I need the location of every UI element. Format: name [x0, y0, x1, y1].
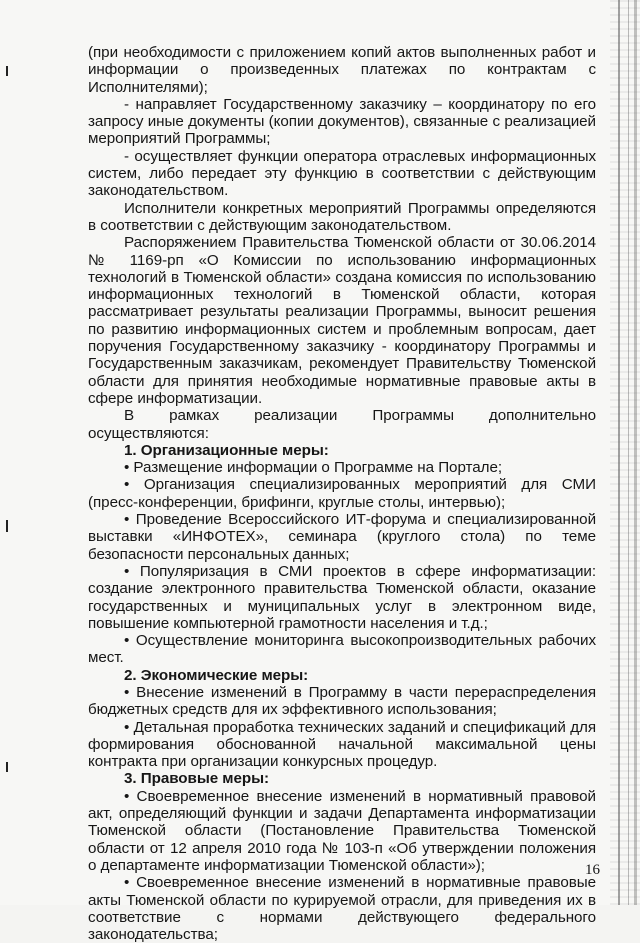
paragraph: - направляет Государственному заказчику – координатору по его запросу иные документы (копии документов), связанные с реализацией мероприятий Программы; [88, 95, 596, 148]
scan-edge-line [634, 0, 637, 905]
section-heading: 2. Экономические меры: [124, 666, 309, 684]
binding-hole-mark [6, 520, 8, 532]
paragraph: В рамках реализации Программы дополнительно осуществляются: [88, 407, 596, 442]
section-heading: 3. Правовые меры: [124, 770, 270, 788]
binding-hole-mark [6, 762, 8, 772]
list-item: • Популяризация в СМИ проектов в сфере информатизации: создание электронного правительства Тюменской области, оказание государственных и муниципальных услуг в электронном виде, повышение компьютерной грамотности населения и т.д.; [88, 562, 596, 632]
list-item: • Своевременное внесение изменений в нормативные правовые акты Тюменской области по курируемой отрасли, для приведения их в соответствие с нормами действующего федерального законодательства; [88, 874, 596, 943]
paragraph: Распоряжением Правительства Тюменской области от 30.06.2014 № 1169-рп «О Комиссии по использованию информационных технологий в Тюменской области» создана комиссия по использованию информационных технологий в Тюменской области, которая рассматривает результаты реализации Программы, выносит решения по развитию информационных систем и проблемным вопросам, дает поручения Государственному заказчику - координатору Программы и Государственным заказчикам, рекомендует Правительству Тюменской области для принятия необходимые нормативные правовые акты в сфере информатизации. [88, 234, 596, 407]
binding-hole-mark [6, 66, 8, 76]
list-item: • Детальная проработка технических заданий и спецификаций для формирования обоснованной начальной максимальной цены контракта при организации конкурсных процедур. [88, 718, 596, 771]
page-number: 16 [585, 862, 600, 878]
list-item: • Организация специализированных мероприятий для СМИ (пресс-конференции, брифинги, круглые столы, интервью); [88, 476, 596, 511]
document-body [88, 44, 596, 943]
paragraph: - осуществляет функции оператора отраслевых информационных систем, либо передает эту функцию в соответствии с действующим законодательством. [88, 147, 596, 200]
list-item: • Размещение информации о Программе на Портале; [124, 459, 503, 477]
paragraph: Исполнители конкретных мероприятий Программы определяются в соответствии с действующим законодательством. [88, 199, 596, 234]
list-item: • Осуществление мониторинга высокопроизводительных рабочих мест. [88, 632, 596, 667]
section-heading: 1. Организационные меры: [124, 441, 329, 459]
paragraph: (при необходимости с приложением копий актов выполненных работ и информации о произведенных платежах по контрактам с Исполнителями); [88, 44, 596, 96]
list-item: • Своевременное внесение изменений в нормативный правовой акт, определяющий функции и задачи Департамента информатизации Тюменской области (Постановление Правительства Тюменской области от 12 апреля 2010 года № 103-п «Об утверждении положения о департаменте информатизации Тюменской области»); [88, 787, 596, 874]
scan-edge-line [618, 0, 620, 905]
scan-edge-line [628, 0, 629, 905]
list-item: • Проведение Всероссийского ИТ-форума и специализированной выставки «ИНФОТЕХ», семинара (круглого стола) по теме безопасности персональных данных; [88, 511, 596, 563]
list-item: • Внесение изменений в Программу в части перераспределения бюджетных средств для их эффективного использования; [88, 683, 596, 719]
